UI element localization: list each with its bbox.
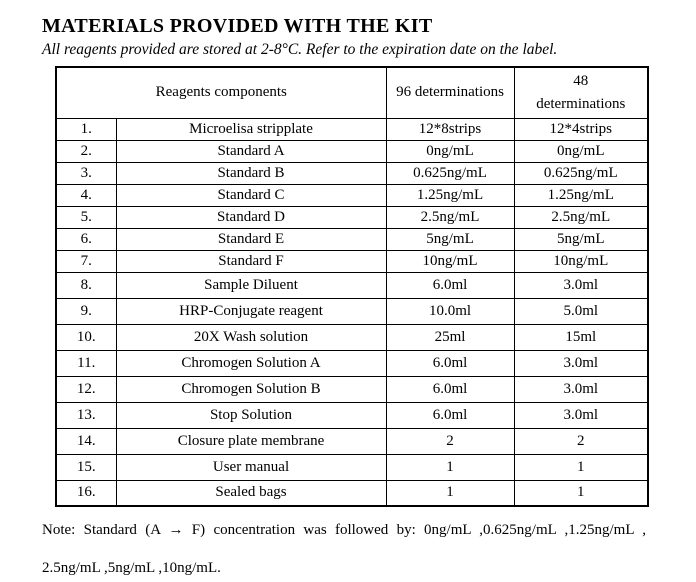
component-name: Sealed bags	[116, 480, 386, 506]
value-48-determinations: 1.25ng/mL	[514, 184, 648, 206]
row-number: 7.	[56, 250, 116, 272]
row-number: 4.	[56, 184, 116, 206]
value-48-determinations: 15ml	[514, 324, 648, 350]
table-row	[56, 402, 648, 428]
component-name: User manual	[116, 454, 386, 480]
materials-table	[55, 66, 649, 507]
table-row	[56, 140, 648, 162]
value-96-determinations: 10.0ml	[386, 298, 514, 324]
table-row	[56, 118, 648, 140]
table-row	[56, 162, 648, 184]
value-48-determinations: 3.0ml	[514, 272, 648, 298]
component-name: Standard D	[116, 206, 386, 228]
value-96-determinations: 6.0ml	[386, 402, 514, 428]
value-96-determinations: 1	[386, 480, 514, 506]
table-row	[56, 184, 648, 206]
row-number: 2.	[56, 140, 116, 162]
value-48-determinations: 2	[514, 428, 648, 454]
component-name: Microelisa stripplate	[116, 118, 386, 140]
table-row	[56, 350, 648, 376]
value-96-determinations: 6.0ml	[386, 272, 514, 298]
note-line-1: Note: Standard (A → F) concentration was followed by: 0ng/mL ,0.625ng/mL ,1.25ng/mL ,	[42, 522, 646, 538]
row-number: 6.	[56, 228, 116, 250]
table-row	[56, 324, 648, 350]
value-48-determinations: 1	[514, 454, 648, 480]
value-48-determinations: 3.0ml	[514, 376, 648, 402]
table-row	[56, 206, 648, 228]
value-96-determinations: 0ng/mL	[386, 140, 514, 162]
table-row	[56, 228, 648, 250]
note	[42, 511, 646, 582]
component-name: 20X Wash solution	[116, 324, 386, 350]
value-96-determinations: 25ml	[386, 324, 514, 350]
value-48-determinations: 5ng/mL	[514, 228, 648, 250]
note-line-2: 2.5ng/mL ,5ng/mL ,10ng/mL.	[42, 560, 221, 576]
header-48-determinations	[514, 67, 648, 118]
component-name: Sample Diluent	[116, 272, 386, 298]
table-row	[56, 454, 648, 480]
value-48-determinations: 0.625ng/mL	[514, 162, 648, 184]
row-number: 14.	[56, 428, 116, 454]
value-96-determinations: 10ng/mL	[386, 250, 514, 272]
component-name: Standard E	[116, 228, 386, 250]
table-body	[56, 118, 648, 506]
value-48-determinations: 3.0ml	[514, 350, 648, 376]
component-name: HRP-Conjugate reagent	[116, 298, 386, 324]
value-96-determinations: 1.25ng/mL	[386, 184, 514, 206]
row-number: 15.	[56, 454, 116, 480]
row-number: 3.	[56, 162, 116, 184]
value-96-determinations: 12*8strips	[386, 118, 514, 140]
value-48-determinations: 3.0ml	[514, 402, 648, 428]
value-48-determinations: 12*4strips	[514, 118, 648, 140]
component-name: Standard A	[116, 140, 386, 162]
header-48-line2: determinations	[536, 95, 626, 112]
table-row	[56, 272, 648, 298]
value-96-determinations: 6.0ml	[386, 376, 514, 402]
header-reagents-components: Reagents components	[56, 67, 386, 118]
page-subtitle: All reagents provided are stored at 2-8°C. Refer to the expiration date on the label.	[42, 41, 558, 58]
row-number: 9.	[56, 298, 116, 324]
row-number: 11.	[56, 350, 116, 376]
component-name: Standard F	[116, 250, 386, 272]
row-number: 13.	[56, 402, 116, 428]
row-number: 12.	[56, 376, 116, 402]
value-48-determinations: 2.5ng/mL	[514, 206, 648, 228]
table-row	[56, 480, 648, 506]
value-96-determinations: 2	[386, 428, 514, 454]
value-96-determinations: 5ng/mL	[386, 228, 514, 250]
table-row	[56, 298, 648, 324]
value-96-determinations: 2.5ng/mL	[386, 206, 514, 228]
value-48-determinations: 1	[514, 480, 648, 506]
row-number: 10.	[56, 324, 116, 350]
component-name: Chromogen Solution A	[116, 350, 386, 376]
component-name: Chromogen Solution B	[116, 376, 386, 402]
row-number: 5.	[56, 206, 116, 228]
component-name: Stop Solution	[116, 402, 386, 428]
table-row	[56, 376, 648, 402]
row-number: 1.	[56, 118, 116, 140]
value-48-determinations: 0ng/mL	[514, 140, 648, 162]
table-row	[56, 250, 648, 272]
component-name: Standard C	[116, 184, 386, 206]
header-96-determinations: 96 determinations	[386, 67, 514, 118]
value-48-determinations: 5.0ml	[514, 298, 648, 324]
value-96-determinations: 6.0ml	[386, 350, 514, 376]
value-96-determinations: 1	[386, 454, 514, 480]
value-48-determinations: 10ng/mL	[514, 250, 648, 272]
component-name: Closure plate membrane	[116, 428, 386, 454]
header-48-line1: 48	[573, 72, 589, 89]
row-number: 8.	[56, 272, 116, 298]
table-header-row	[56, 67, 648, 118]
page-title: MATERIALS PROVIDED WITH THE KIT	[42, 15, 433, 37]
row-number: 16.	[56, 480, 116, 506]
table-row	[56, 428, 648, 454]
component-name: Standard B	[116, 162, 386, 184]
value-96-determinations: 0.625ng/mL	[386, 162, 514, 184]
